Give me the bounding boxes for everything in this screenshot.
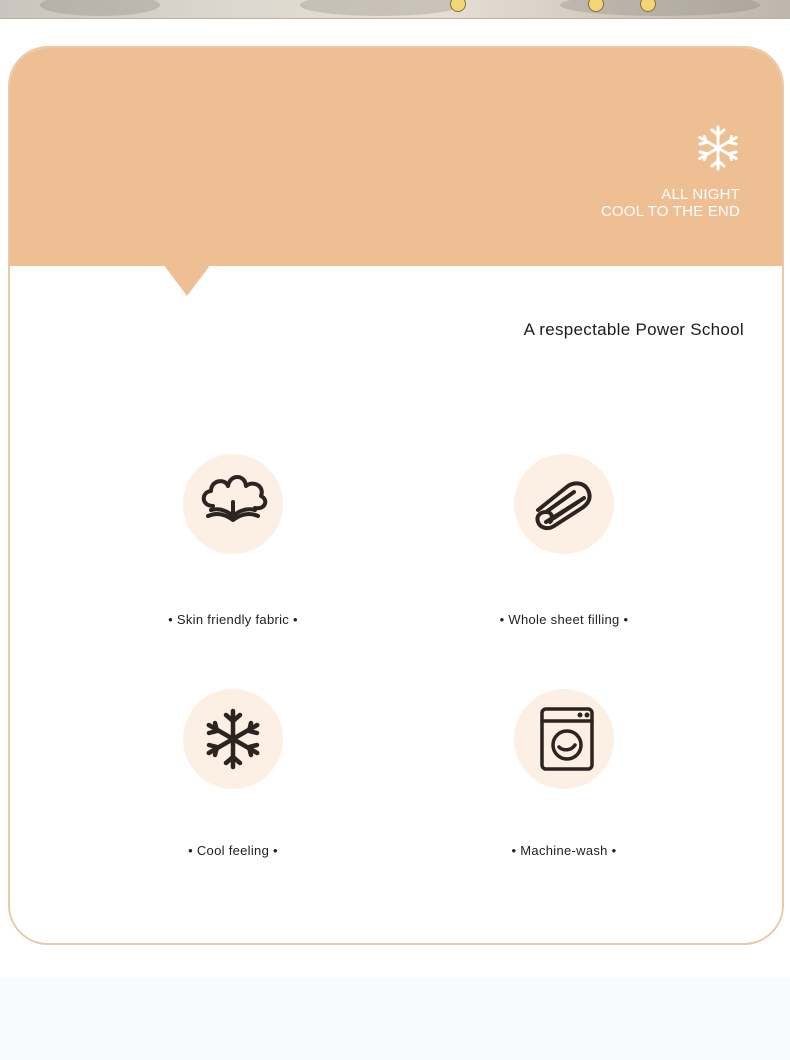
feature-cool-feeling: [83, 689, 383, 858]
washing-machine-icon: [524, 699, 604, 779]
next-section-background: [0, 978, 790, 1060]
card-header: [10, 48, 782, 266]
product-photo-strip: [0, 0, 790, 19]
feature-label: • Cool feeling •: [188, 843, 278, 858]
feature-card: [8, 46, 784, 945]
feature-label: • Machine-wash •: [511, 843, 617, 858]
feature-label: • Whole sheet filling •: [499, 612, 629, 627]
feature-label: • Skin friendly fabric •: [168, 612, 298, 627]
header-line-1: ALL NIGHT: [661, 186, 740, 203]
icon-circle: [183, 454, 283, 554]
folded-blanket-icon: [524, 464, 604, 544]
feature-skin-friendly: [83, 454, 383, 627]
icon-circle: [514, 689, 614, 789]
header-tagline: [601, 186, 740, 220]
header-line-2: COOL TO THE END: [600, 203, 740, 220]
snowflake-icon: [193, 699, 273, 779]
header-pointer: [163, 264, 211, 296]
cotton-icon: [193, 464, 273, 544]
bear-print-icon: [450, 0, 466, 12]
icon-circle: [183, 689, 283, 789]
feature-whole-sheet: [414, 454, 714, 627]
section-subtitle: A respectable Power School: [523, 320, 744, 339]
snowflake-icon: [694, 124, 742, 172]
icon-circle: [514, 454, 614, 554]
feature-machine-wash: [414, 689, 714, 858]
